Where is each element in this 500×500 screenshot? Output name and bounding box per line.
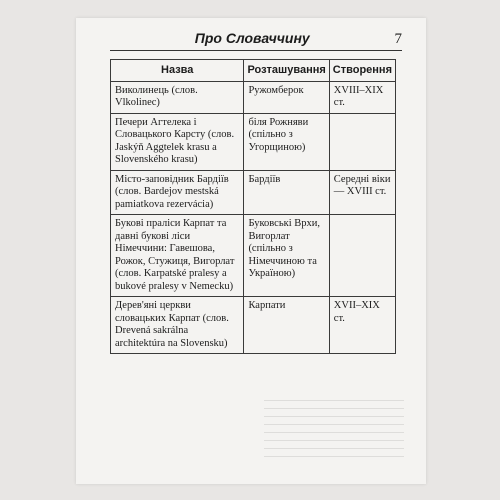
site-name-cell: Дерев'яні церкви словацьких Карпат (слов. Drevená sakrálna architektúra na Slovensku) — [111, 297, 244, 354]
column-header-location: Розташування — [244, 60, 329, 82]
table-row — [111, 170, 396, 215]
heritage-sites-table — [110, 59, 396, 354]
site-created-cell — [329, 113, 395, 170]
site-name-cell: Місто-заповідник Бардіїв (слов. Bardejov mestská pamiatkova rezervácia) — [111, 170, 244, 215]
site-location-cell: Карпати — [244, 297, 329, 354]
column-header-name: Назва — [111, 60, 244, 82]
site-name-cell: Букові праліси Карпат та давні букові ліси Німеччини: Гавешова, Рожок, Стужиця, Вигорлат (слов. Karpatské pralesy a bukové pralesy v Nemecku) — [111, 215, 244, 297]
site-location-cell: біля Рожняви (спільно з Угорщиною) — [244, 113, 329, 170]
page-number: 7 — [394, 31, 402, 47]
table-header-row — [111, 60, 396, 82]
site-location-cell: Ружомберок — [244, 81, 329, 113]
site-name-cell: Виколинець (слов. Vlkolinec) — [111, 81, 244, 113]
table-row — [111, 81, 396, 113]
running-header — [110, 30, 402, 51]
site-created-cell: XVIII–XIX ст. — [329, 81, 395, 113]
table-row — [111, 113, 396, 170]
site-location-cell: Бардіїв — [244, 170, 329, 215]
page-title: Про Словаччину — [194, 30, 310, 46]
site-created-cell: Середні віки — XVIII ст. — [329, 170, 395, 215]
site-created-cell: XVII–XIX ст. — [329, 297, 395, 354]
table-row — [111, 215, 396, 297]
table-row — [111, 297, 396, 354]
column-header-created: Створення — [329, 60, 395, 82]
site-name-cell: Печери Агтелека і Словацького Карсту (слов. Jaskýň Aggtelek krasu a Slovenského krasu) — [111, 113, 244, 170]
site-created-cell — [329, 215, 395, 297]
site-location-cell: Буковські Врхи, Вигорлат (спільно з Німеччиною та Україною) — [244, 215, 329, 297]
